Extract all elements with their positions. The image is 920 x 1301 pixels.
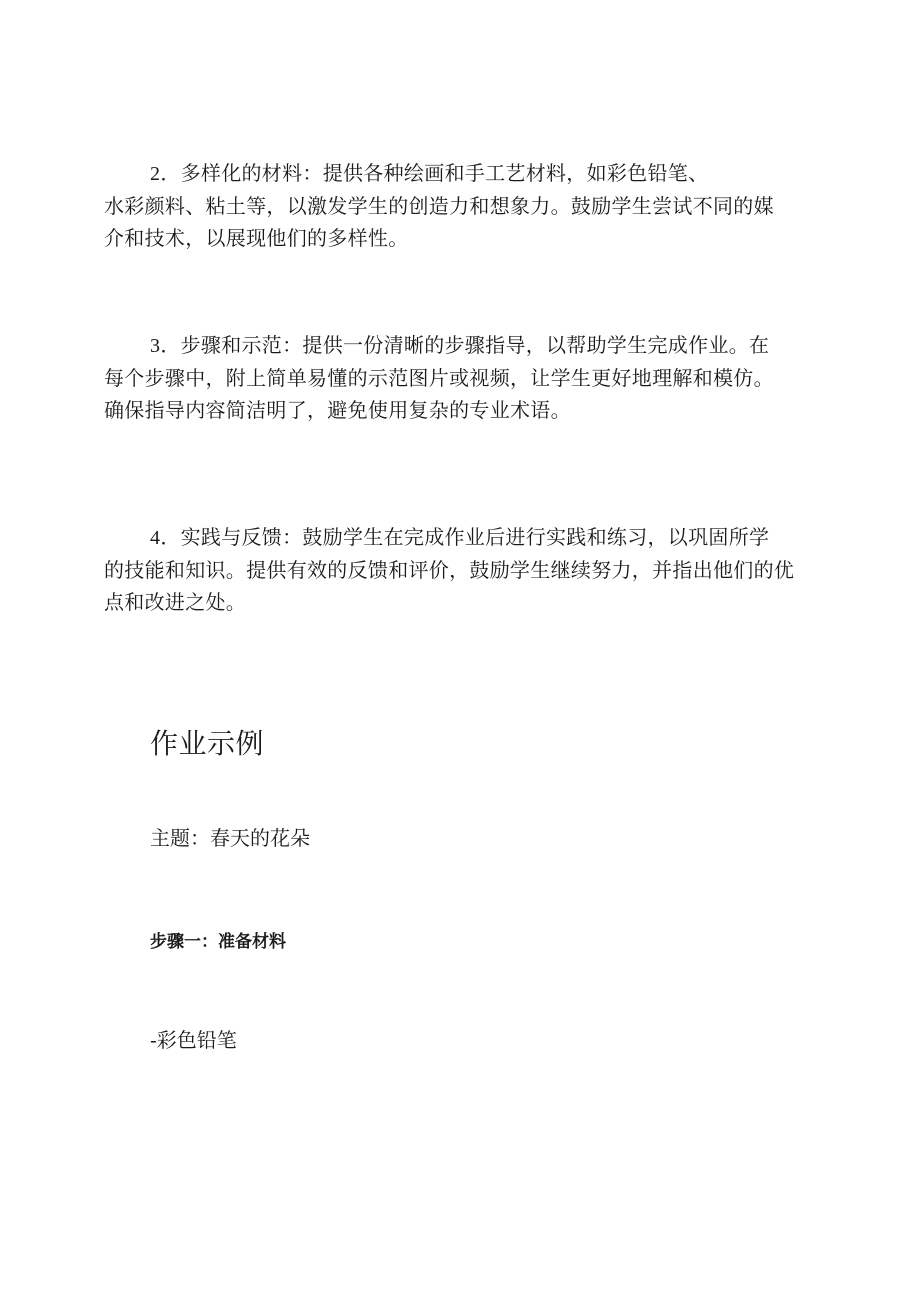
paragraph-line: 点和改进之处。 xyxy=(104,590,247,614)
paragraph-text: ．步骤和示范：提供一份清晰的步骤指导，以帮助学生完成作业。在 xyxy=(160,333,770,357)
step-one-heading: 步骤一：准备材料 xyxy=(150,932,286,952)
list-number: 4 xyxy=(150,527,161,549)
paragraph-text: ．多样化的材料：提供各种绘画和手工艺材料，如彩色铅笔、 xyxy=(160,161,709,185)
paragraph-line xyxy=(104,157,820,190)
paragraph-line: 介和技术，以展现他们的多样性。 xyxy=(104,226,409,250)
section-heading: 作业示例 xyxy=(150,727,265,760)
material-list-item: -彩色铅笔 xyxy=(150,1028,237,1052)
paragraph-text: ．实践与反馈：鼓励学生在完成作业后进行实践和练习，以巩固所学 xyxy=(160,525,770,549)
paragraph-4-practice-feedback xyxy=(104,521,820,618)
list-number: 2 xyxy=(150,163,161,185)
paragraph-line: 确保指导内容简洁明了，避免使用复杂的专业术语。 xyxy=(104,398,571,422)
assignment-topic: 主题：春天的花朵 xyxy=(150,826,310,850)
paragraph-line xyxy=(104,521,820,554)
paragraph-2-diverse-materials xyxy=(104,157,820,254)
paragraph-line: 每个步骤中，附上简单易懂的示范图片或视频，让学生更好地理解和模仿。 xyxy=(104,366,774,390)
paragraph-line: 的技能和知识。提供有效的反馈和评价，鼓励学生继续努力，并指出他们的优 xyxy=(104,558,795,582)
paragraph-line: 水彩颜料、粘土等，以激发学生的创造力和想象力。鼓励学生尝试不同的媒 xyxy=(104,194,774,218)
paragraph-3-steps-demo xyxy=(104,329,820,426)
list-number: 3 xyxy=(150,335,161,357)
paragraph-line xyxy=(104,329,820,362)
